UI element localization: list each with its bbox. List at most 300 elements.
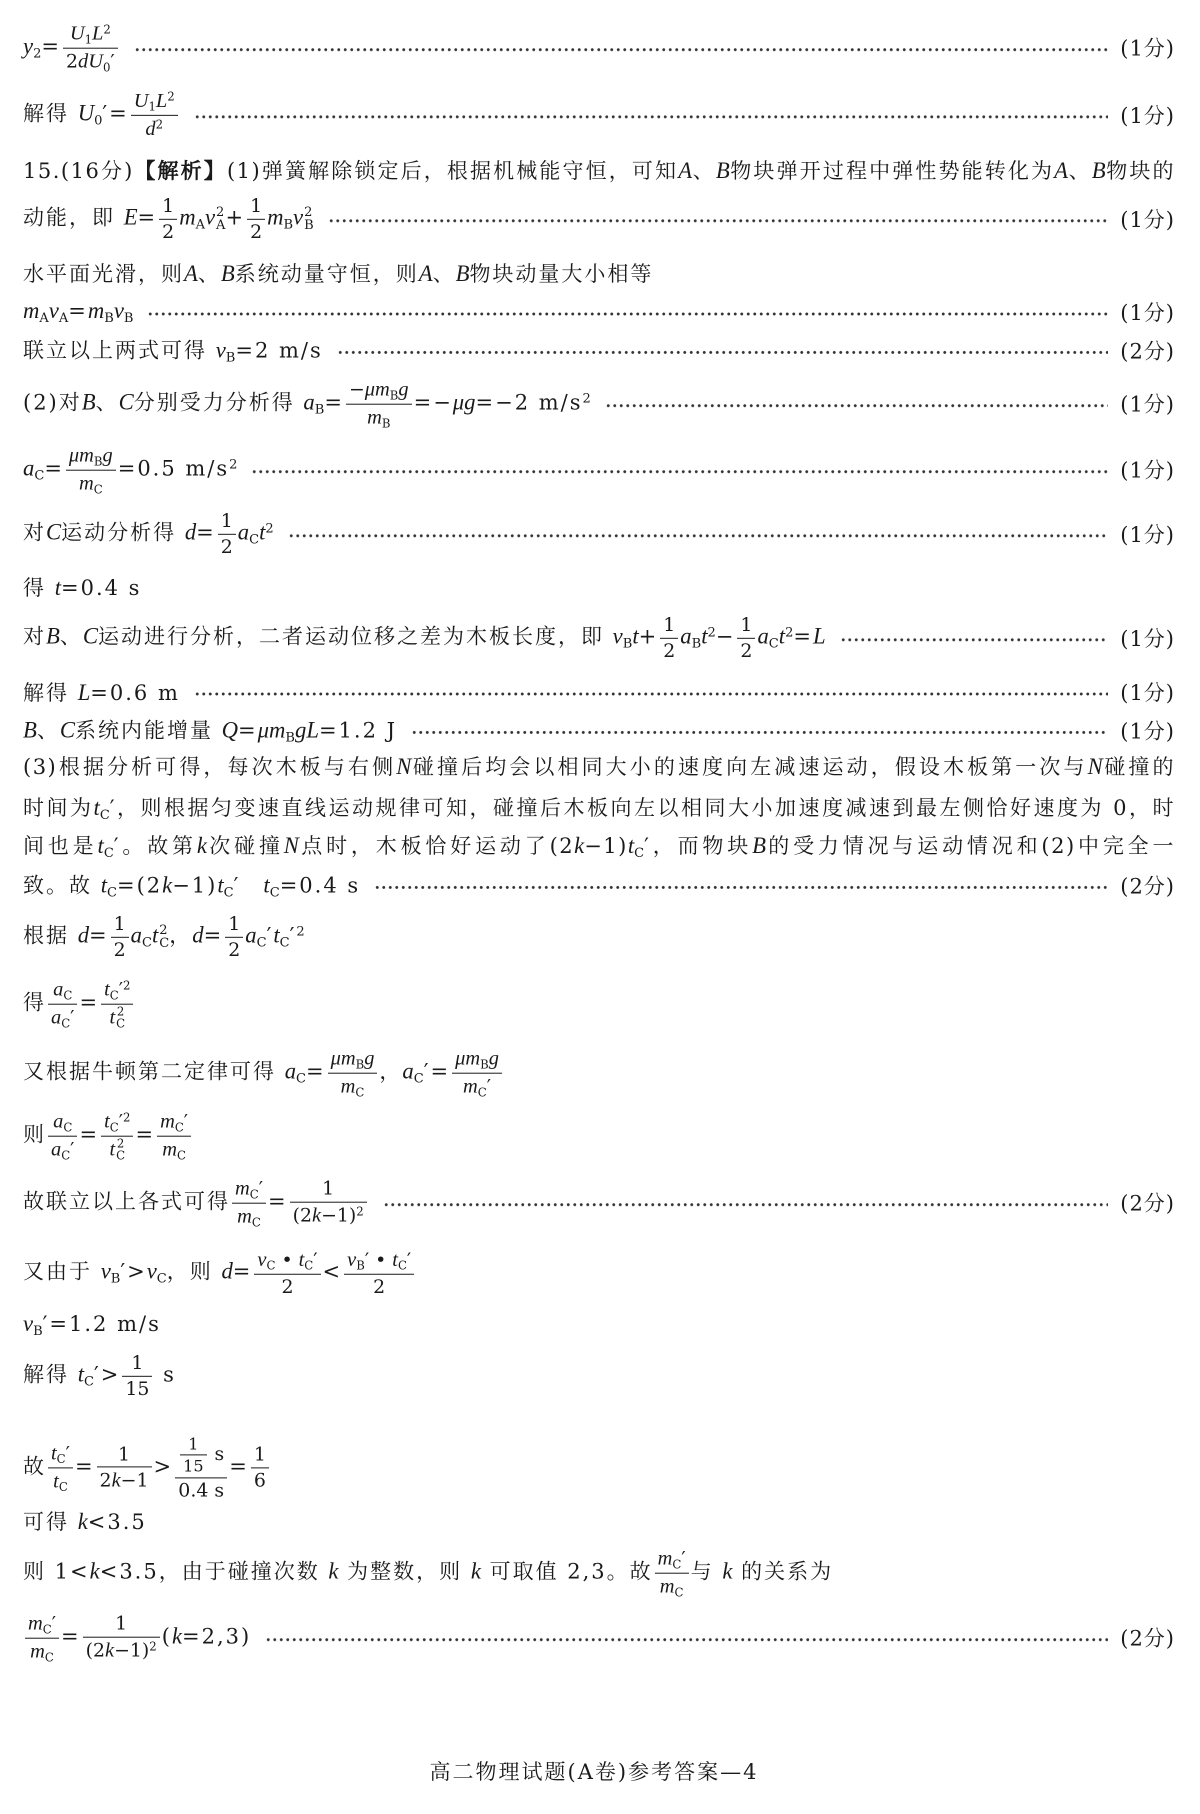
- text-run: 解得: [23, 1362, 78, 1387]
- fraction-denominator: [247, 219, 265, 244]
- answer-line: [23, 714, 1175, 745]
- fraction: [48, 1110, 77, 1163]
- text-run: 、: [692, 159, 716, 183]
- math-variable: a: [51, 1006, 62, 1029]
- math-variable: v: [215, 337, 226, 363]
- text-run: 系统内能增量: [74, 718, 222, 743]
- fraction-numerator: [254, 1248, 320, 1274]
- math-variable: k: [111, 1469, 121, 1492]
- fraction-numerator: [175, 1434, 227, 1477]
- text-run: −: [348, 378, 365, 401]
- math-variable: k: [162, 872, 173, 898]
- math-variable: U: [133, 89, 149, 112]
- fraction: [66, 444, 116, 497]
- text-run: 1: [188, 1434, 199, 1454]
- text-run: 2: [373, 1275, 386, 1298]
- text-run: s: [208, 1443, 225, 1466]
- text-run: (3)根据分析可得，每次木板与右侧: [23, 755, 397, 779]
- math-variable: μm: [330, 1047, 356, 1070]
- math-variable: t: [778, 623, 786, 649]
- text-run: −1): [114, 1639, 150, 1662]
- line-content: [23, 1248, 416, 1298]
- text-run: ′ •: [364, 1248, 393, 1271]
- answer-line: [23, 1047, 1175, 1100]
- text-run: (2)对: [23, 390, 82, 415]
- text-run: ′=: [102, 101, 129, 126]
- text-run: <: [322, 1259, 343, 1284]
- fraction: [660, 614, 678, 662]
- text-run: 得: [23, 990, 46, 1015]
- fraction-denominator: [251, 1468, 269, 1493]
- math-variable: U: [77, 100, 95, 126]
- math-variable: k: [77, 1509, 88, 1534]
- dot-leader: [194, 114, 1109, 120]
- line-content: [23, 714, 397, 745]
- text-run: 1: [322, 1177, 335, 1200]
- fraction: [247, 195, 265, 243]
- math-variable: μm: [364, 378, 390, 401]
- fraction-numerator: [112, 1613, 130, 1637]
- fraction-denominator: [101, 1136, 133, 1163]
- math-variable: m: [367, 406, 382, 429]
- text-run: =: [793, 624, 813, 649]
- fraction-numerator: [131, 89, 178, 115]
- text-run: 间也是: [23, 834, 98, 858]
- bold-label: 【解析】: [133, 158, 227, 183]
- text-run: <3.5，由于碰撞次数: [99, 1559, 329, 1584]
- text-run: 2: [740, 639, 753, 662]
- text-run: 1: [220, 509, 233, 532]
- answer-line: [23, 444, 1175, 497]
- line-content: [23, 614, 826, 662]
- subscript: C: [266, 1258, 276, 1273]
- math-variable: L: [92, 22, 104, 45]
- math-variable: t: [93, 795, 100, 820]
- math-variable: m: [340, 1075, 356, 1098]
- text-run: −1: [120, 1469, 149, 1492]
- dot-leader: [383, 1202, 1109, 1208]
- text-run: 2: [663, 639, 676, 662]
- fraction: [328, 1047, 378, 1100]
- subscript: B: [225, 350, 236, 366]
- fraction: [25, 1612, 59, 1665]
- text-run: 、: [432, 262, 456, 286]
- math-variable: t: [151, 922, 159, 948]
- line-content: [23, 1612, 251, 1665]
- math-variable: A: [184, 261, 198, 286]
- text-run: ′: [266, 923, 274, 948]
- fraction-numerator: [101, 1110, 133, 1136]
- text-run: ′: [313, 1248, 318, 1271]
- subscript: B: [283, 217, 294, 233]
- math-variable: C: [59, 717, 75, 743]
- fraction: [737, 614, 755, 662]
- answer-line: [23, 1311, 1175, 1339]
- fraction-numerator: [66, 444, 116, 470]
- text-run: 动能，即: [23, 205, 124, 230]
- subscript: C: [84, 1374, 94, 1390]
- text-run: 1: [663, 613, 676, 636]
- score-points: (1分): [1120, 681, 1175, 705]
- text-run: =−: [413, 390, 453, 415]
- fraction-denominator: [218, 534, 236, 559]
- fraction-numerator: [737, 614, 755, 638]
- line-content: [23, 510, 274, 558]
- text-run: 1: [131, 1351, 144, 1374]
- subscript: B: [304, 218, 314, 233]
- text-run: ′>: [93, 1362, 121, 1387]
- math-variable: B: [23, 717, 37, 743]
- math-variable: t: [632, 623, 639, 649]
- superscript: 2: [103, 22, 111, 37]
- score-points: (1分): [1120, 301, 1175, 325]
- fraction: [101, 978, 133, 1031]
- text-run: ′: [289, 923, 297, 948]
- score-points: (1分): [1120, 208, 1175, 232]
- text-run: =0.4 s: [61, 576, 142, 600]
- text-run: 6: [253, 1469, 266, 1492]
- superscript: 2: [265, 521, 274, 537]
- text-run: 又由于: [23, 1259, 101, 1284]
- text-run: 可得: [23, 1510, 78, 1534]
- math-variable: m: [160, 1110, 175, 1133]
- subscript: A: [39, 311, 49, 327]
- text-run: ，则: [166, 1259, 222, 1284]
- math-variable: a: [130, 922, 143, 948]
- dot-leader: [194, 691, 1108, 697]
- text-run: ′: [233, 873, 264, 898]
- subscript: C: [103, 846, 114, 862]
- subscript: C: [251, 1215, 261, 1230]
- math-variable: t: [104, 978, 110, 1001]
- text-run: 15: [125, 1377, 150, 1400]
- text-run: =: [229, 1454, 249, 1479]
- fraction-numerator: [25, 1612, 59, 1638]
- text-run: 物块的: [1105, 159, 1175, 183]
- superscript: 2: [707, 625, 716, 641]
- answer-paragraph-line: [23, 155, 1175, 187]
- math-variable: a: [51, 1138, 62, 1161]
- fraction-numerator: [128, 1352, 146, 1376]
- score-points: (1分): [1120, 393, 1175, 417]
- sub-superscript: [116, 1136, 126, 1163]
- text-run: =(2: [116, 873, 163, 898]
- subscript: C: [269, 885, 280, 901]
- text-run: 得: [23, 576, 55, 600]
- subscript: C: [107, 885, 117, 901]
- text-run: 解得: [23, 681, 78, 705]
- text-run: 、: [95, 390, 119, 415]
- fraction: [101, 1110, 133, 1163]
- text-run: 运动进行分析，二者运动位移之差为木板长度，即: [97, 624, 613, 649]
- text-run: 故联立以上各式可得: [23, 1189, 230, 1214]
- text-run: =: [79, 1122, 100, 1147]
- text-run: 1: [118, 1442, 131, 1465]
- text-run: 为整数，则: [338, 1559, 471, 1584]
- fraction: [175, 1434, 227, 1501]
- fraction-denominator: [66, 470, 116, 497]
- math-variable: v: [204, 204, 216, 230]
- answer-line: [23, 1352, 1175, 1400]
- fraction: [157, 1110, 191, 1163]
- math-variable: k: [574, 833, 585, 858]
- text-run: =: [79, 990, 100, 1015]
- fraction: [159, 195, 177, 243]
- text-run: =: [268, 1189, 288, 1214]
- text-run: ′=: [423, 1059, 451, 1084]
- line-content: [23, 677, 180, 707]
- line-content: [23, 444, 237, 497]
- math-variable: m: [162, 1138, 177, 1161]
- math-variable: L: [812, 623, 826, 649]
- text-run: ′>: [120, 1259, 147, 1284]
- text-run: ′，而物块: [644, 834, 753, 858]
- text-run: 、: [36, 718, 60, 743]
- subscript: B: [356, 1258, 365, 1273]
- subscript: B: [123, 311, 134, 327]
- line-content: [23, 792, 1175, 824]
- text-run: =−2 m/s: [475, 390, 583, 415]
- text-run: ′。故第: [113, 834, 197, 858]
- dot-leader: [265, 1637, 1108, 1643]
- fraction-numerator: [48, 1442, 73, 1468]
- fraction-numerator: [319, 1178, 337, 1202]
- dot-leader: [147, 311, 1108, 317]
- fraction: [180, 1434, 206, 1476]
- text-run: 2: [250, 220, 263, 243]
- line-content: [23, 751, 1175, 783]
- subscript: B: [389, 388, 399, 403]
- math-variable: A: [418, 261, 433, 286]
- text-run: −1): [584, 834, 628, 858]
- math-variable: a: [245, 922, 257, 948]
- fraction-numerator: [225, 913, 243, 937]
- score-points: (2分): [1120, 339, 1175, 363]
- answer-line: [23, 89, 1175, 141]
- subscript: C: [116, 1148, 126, 1163]
- subscript: B: [104, 311, 114, 327]
- text-run: 1: [113, 912, 126, 935]
- dot-leader: [840, 637, 1109, 643]
- answer-line: [23, 1110, 1175, 1163]
- fraction-denominator: [48, 1004, 77, 1031]
- fraction-numerator: [111, 913, 129, 937]
- subscript: C: [477, 1085, 487, 1100]
- fraction-denominator: [97, 1467, 152, 1493]
- text-run: 解得: [23, 101, 78, 126]
- fraction-denominator: [25, 1638, 59, 1665]
- text-run: =: [232, 1259, 253, 1284]
- text-run: ′: [110, 50, 115, 73]
- fraction-denominator: [48, 1136, 77, 1163]
- math-variable: B: [220, 261, 235, 286]
- text-run: =2,3): [182, 1624, 252, 1649]
- text-run: 2: [65, 50, 78, 73]
- answer-paragraph-line: [23, 792, 1175, 824]
- fraction-numerator: [655, 1547, 689, 1573]
- math-variable: m: [78, 472, 94, 495]
- math-variable: μm: [68, 444, 94, 467]
- score-points: (1分): [1120, 719, 1175, 743]
- text-run: ′: [258, 1177, 264, 1200]
- subscript: B: [93, 454, 103, 469]
- text-run: ′: [406, 1248, 412, 1271]
- subscript: 1: [84, 32, 93, 47]
- fraction-numerator: [344, 1248, 414, 1274]
- text-run: =: [89, 923, 109, 948]
- math-variable: N: [396, 754, 412, 779]
- math-variable: g: [398, 378, 409, 401]
- subscript: C: [249, 532, 260, 548]
- math-variable: m: [267, 204, 284, 230]
- page-footer: 高二物理试题(A卷)参考答案—4: [429, 1760, 759, 1784]
- text-run: 碰撞后均会以相同大小的速度向左减速运动，假设木板第一次与: [411, 755, 1088, 779]
- answer-line: [23, 572, 1175, 602]
- subscript: C: [674, 1585, 684, 1600]
- subscript: 0: [102, 60, 111, 75]
- dot-leader: [337, 349, 1109, 355]
- fraction: [218, 510, 236, 558]
- text-run: 可取值 2,3。故: [480, 1559, 653, 1584]
- fraction: [122, 1352, 152, 1400]
- math-variable: k: [105, 1639, 115, 1662]
- math-variable: k: [171, 1623, 183, 1649]
- fraction: [48, 1442, 73, 1495]
- math-variable: μg: [452, 389, 476, 415]
- answer-line: [23, 978, 1175, 1031]
- text-run: =: [306, 1059, 326, 1084]
- text-run: 1: [228, 912, 241, 935]
- fraction: [346, 378, 412, 431]
- answer-line: [23, 378, 1175, 431]
- text-run: 碰撞的: [1102, 755, 1175, 779]
- math-variable: B: [455, 261, 470, 286]
- line-content: [23, 978, 135, 1031]
- superscript: 2: [155, 117, 164, 132]
- math-variable: v: [48, 297, 59, 323]
- math-variable: v: [257, 1248, 267, 1271]
- text-run: (1)弹簧解除锁定后，根据机械能守恒，可知: [226, 159, 679, 183]
- math-variable: d: [184, 519, 197, 545]
- math-variable: k: [470, 1558, 481, 1584]
- subscript: C: [61, 1016, 71, 1031]
- text-run: (2: [85, 1639, 106, 1662]
- math-variable: a: [402, 1058, 414, 1084]
- subscript: 2: [33, 46, 42, 62]
- math-variable: N: [283, 833, 299, 858]
- math-variable: y: [23, 33, 34, 59]
- fraction: [131, 89, 178, 141]
- line-content: [23, 22, 120, 75]
- text-run: ′: [183, 1110, 189, 1133]
- math-variable: gL: [295, 717, 319, 743]
- subscript: C: [58, 1480, 68, 1495]
- fraction-numerator: [247, 195, 265, 219]
- subscript: B: [285, 730, 295, 746]
- text-run: 对: [23, 520, 46, 545]
- text-run: 2: [228, 938, 241, 961]
- fraction-denominator: [346, 404, 412, 431]
- subscript: C: [109, 1120, 119, 1135]
- math-variable: N: [1087, 754, 1103, 779]
- fraction: [232, 1177, 266, 1230]
- text-run: 根据: [23, 923, 78, 948]
- math-variable: t: [109, 1006, 116, 1029]
- fraction-denominator: [111, 937, 129, 962]
- fraction-denominator: [83, 1637, 160, 1663]
- fraction-numerator: [159, 195, 177, 219]
- fraction-denominator: [131, 115, 178, 141]
- line-content: [23, 1311, 161, 1339]
- math-variable: t: [263, 872, 270, 898]
- text-run: 1: [115, 1612, 128, 1635]
- score-points: (1分): [1120, 523, 1175, 547]
- text-run: ′: [118, 1110, 124, 1133]
- subscript: C: [634, 846, 645, 862]
- math-variable: t: [217, 872, 224, 898]
- answer-paragraph-line: [23, 830, 1175, 862]
- text-run: ′: [118, 978, 124, 1001]
- text-run: =: [41, 34, 61, 59]
- math-variable: v: [612, 623, 623, 649]
- math-variable: B: [715, 158, 730, 183]
- text-run: ′: [681, 1547, 686, 1570]
- fraction: [452, 1047, 502, 1100]
- subscript: C: [63, 988, 73, 1003]
- fraction-denominator: [328, 1073, 378, 1100]
- math-variable: C: [118, 389, 134, 415]
- text-run: (2: [292, 1204, 313, 1227]
- subscript: A: [58, 311, 69, 327]
- text-run: 的关系为: [732, 1559, 834, 1584]
- math-variable: L: [77, 680, 91, 705]
- math-variable: m: [30, 1640, 45, 1663]
- text-run: =0.6 m: [90, 681, 180, 705]
- text-run: =: [74, 1454, 95, 1479]
- text-run: =: [203, 923, 224, 948]
- math-variable: C: [46, 519, 62, 545]
- math-variable: k: [312, 1204, 322, 1227]
- text-run: 对: [23, 624, 46, 649]
- text-run: 1: [250, 194, 263, 217]
- subscript: B: [622, 636, 633, 652]
- text-run: 、: [1068, 159, 1092, 183]
- math-variable: g: [364, 1047, 375, 1070]
- math-variable: d: [221, 1258, 233, 1284]
- math-variable: a: [284, 1058, 297, 1084]
- math-variable: dU: [78, 50, 103, 73]
- answer-line: [23, 677, 1175, 707]
- text-run: =1.2 J: [318, 718, 398, 743]
- fraction-denominator: [290, 1202, 367, 1228]
- subscript: A: [195, 217, 205, 233]
- fraction-denominator: [175, 1477, 227, 1502]
- line-content: [23, 1047, 504, 1100]
- math-variable: t: [53, 1470, 59, 1493]
- subscript: 0: [94, 113, 103, 129]
- text-run: 、: [197, 262, 221, 286]
- subscript: C: [159, 936, 170, 951]
- text-run: =: [324, 390, 344, 415]
- score-points: (2分): [1120, 1627, 1175, 1651]
- line-content: [23, 155, 1175, 187]
- subscript: C: [768, 636, 779, 652]
- math-variable: v: [23, 1310, 34, 1336]
- superscript: 2: [785, 625, 794, 641]
- math-variable: t: [259, 519, 266, 545]
- subscript: B: [314, 402, 325, 418]
- subscript: C: [672, 1557, 682, 1572]
